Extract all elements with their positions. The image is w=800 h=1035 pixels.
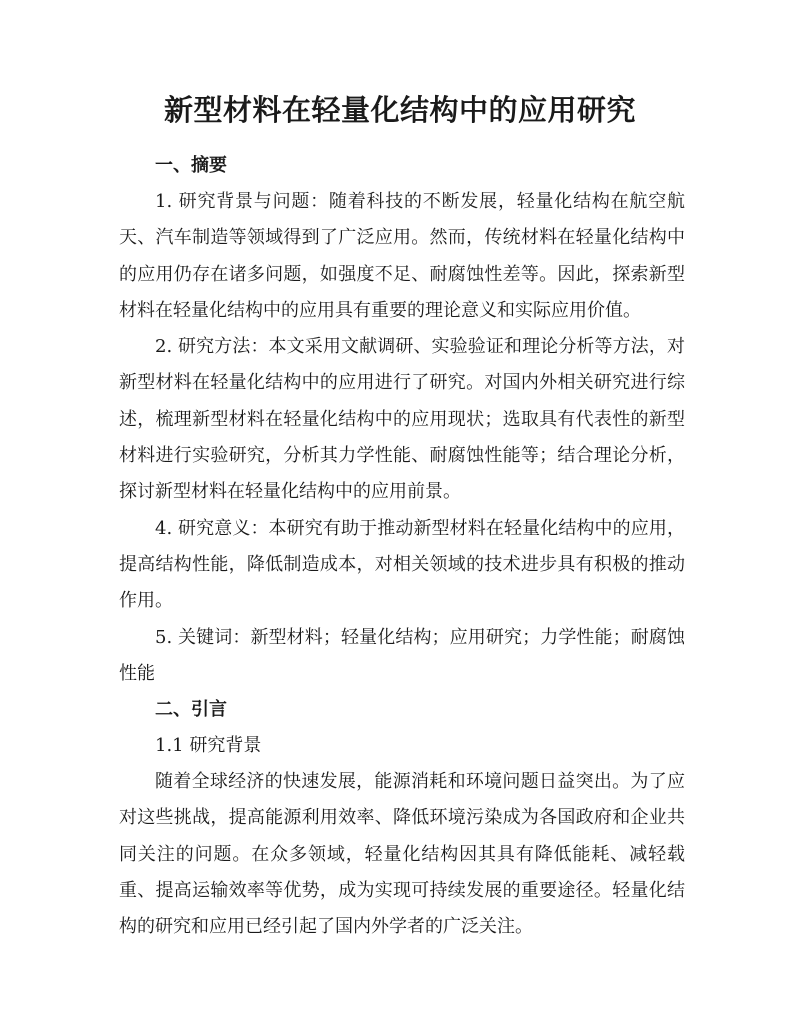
abstract-paragraph-background: 1. 研究背景与问题：随着科技的不断发展，轻量化结构在航空航天、汽车制造等领域得到了广泛应用。然而，传统材料在轻量化结构中的应用仍存在诸多问题，如强度不足、耐腐蚀性差等。因此，探索新型材料在轻量化结构中的应用具有重要的理论意义和实际应用价值。: [119, 191, 685, 321]
document-body: [119, 148, 685, 946]
section-heading-abstract: 一、摘要: [155, 155, 227, 176]
document-title: 新型材料在轻量化结构中的应用研究: [163, 93, 636, 127]
abstract-paragraph-keywords: 5. 关键词：新型材料；轻量化结构；应用研究；力学性能；耐腐蚀性能: [119, 626, 685, 684]
introduction-paragraph: 随着全球经济的快速发展，能源消耗和环境问题日益突出。为了应对这些挑战，提高能源利用效率、降低环境污染成为各国政府和企业共同关注的问题。在众多领域，轻量化结构因其具有降低能耗、减轻载重、提高运输效率等优势，成为实现可持续发展的重要途径。轻量化结构的研究和应用已经引起了国内外学者的广泛关注。: [119, 771, 685, 938]
abstract-paragraph-significance: 4. 研究意义：本研究有助于推动新型材料在轻量化结构中的应用，提高结构性能，降低制造成本，对相关领域的技术进步具有积极的推动作用。: [119, 517, 685, 612]
subsection-heading-background: 1.1 研究背景: [155, 735, 262, 757]
section-heading-introduction: 二、引言: [155, 699, 227, 721]
abstract-paragraph-methods: 2. 研究方法：本文采用文献调研、实验验证和理论分析等方法，对新型材料在轻量化结构中的应用进行了研究。对国内外相关研究进行综述，梳理新型材料在轻量化结构中的应用现状；选取具有代表性的新型材料进行实验研究，分析其力学性能、耐腐蚀性能等；结合理论分析，探讨新型材料在轻量化结构中的应用前景。: [119, 336, 685, 503]
